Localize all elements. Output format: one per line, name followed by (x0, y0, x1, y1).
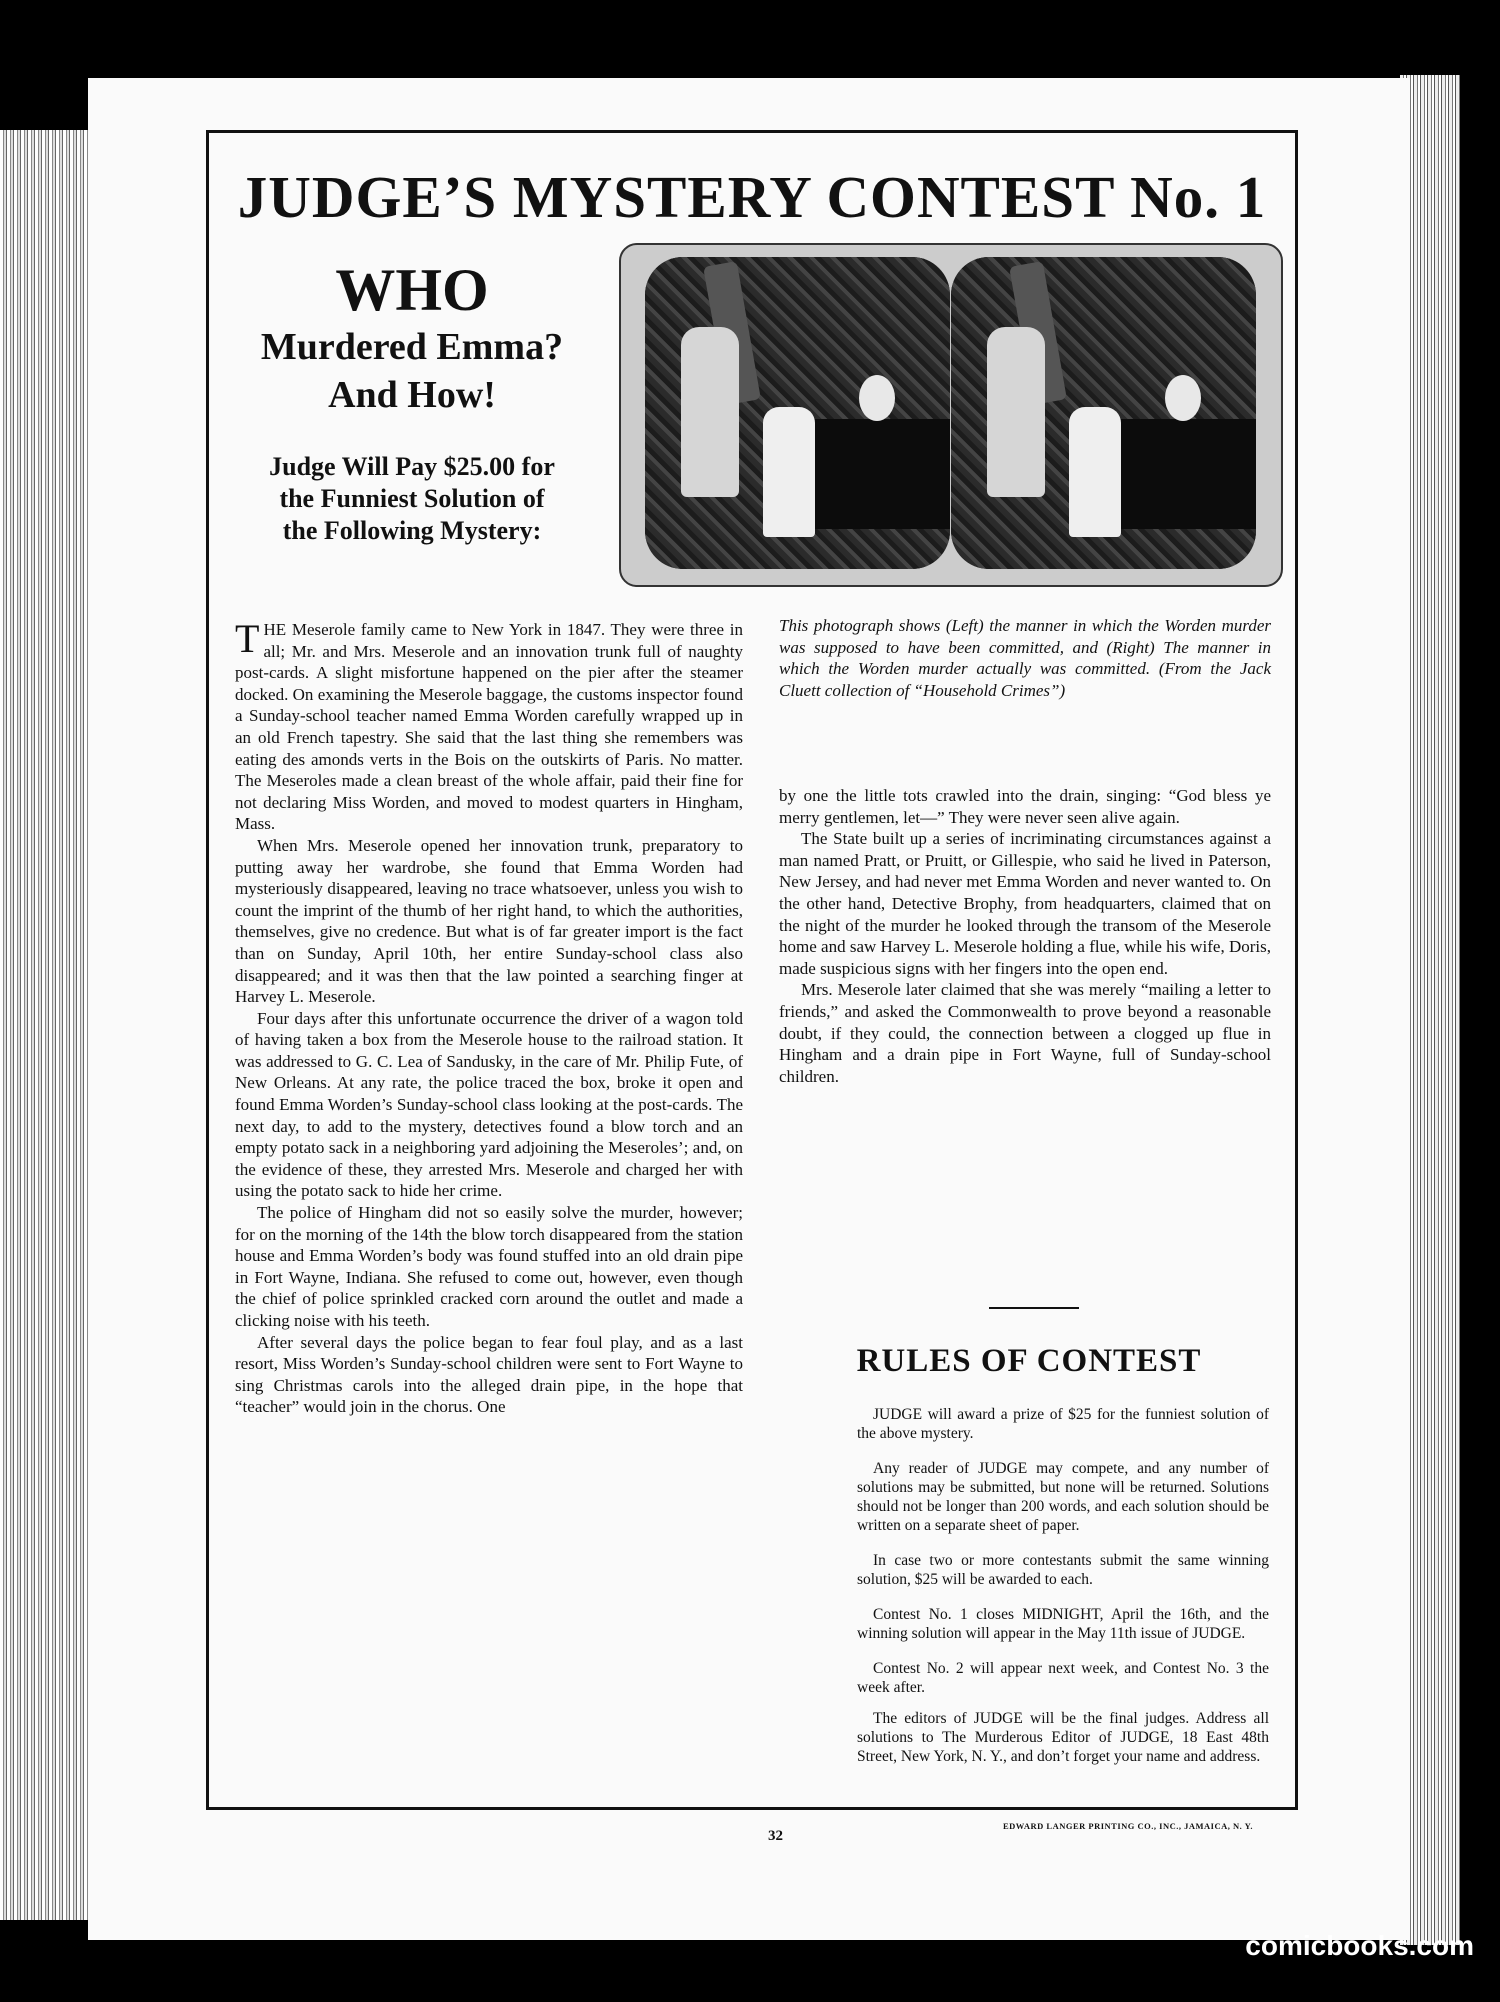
story-paragraph: Four days after this unfortunate occurrence the driver of a wagon told of having taken a box from the Meserole house to the railroad station. It was addressed to G. C. Lea of Sandusky, in the care of Mr. Philip Fute, of New Orleans. At any rate, the police traced the box, broke it open and found Emma Worden’s Sunday-school class looking at the post-cards. The next day, to add to the mystery, detectives found a blow torch and an empty potato sack in a neighboring yard adjoining the Meseroles’; and, on the evidence of these, they arrested Mrs. Meserole and charged her with using the potato sack to hide her crime. (235, 1008, 743, 1201)
watermark: comicbooks.com (1245, 1930, 1474, 1961)
rule-item: In case two or more contestants submit the same winning solution, $25 will be awarded to each. (857, 1552, 1269, 1588)
story-paragraph (235, 616, 743, 835)
rules-block (857, 1405, 1269, 1782)
stereo-photograph (619, 243, 1283, 587)
photo-caption: This photograph shows (Left) the manner in which the Worden murder was supposed to have been committed, and (Right) The manner in which the Worden murder actually was committed. (From the Jack Cluett collection of “Household Crimes”) (779, 616, 1271, 700)
story-column-left (235, 616, 743, 1418)
book-left-edge (0, 130, 100, 1920)
page-number: 32 (768, 1828, 783, 1844)
story-paragraph: Mrs. Meserole later claimed that she was merely “mailing a letter to friends,” and asked the Commonwealth to prove beyond a reasonable doubt, if they could, the connection between a clogged up flue in Hingham and a drain pipe in Fort Wayne, full of Sunday-school children. (779, 980, 1271, 1086)
prize-line2: the Funniest Solution of (279, 484, 545, 513)
headline-block (227, 257, 597, 547)
story-paragraph: The State built up a series of incriminating circumstances against a man named Pratt, or Pruitt, or Gillespie, who said he lived in Paterson, New Jersey, and had never met Emma Worden and never wanted to. On the other hand, Detective Brophy, from headquarters, claimed that on the night of the murder he looked through the transom of the Meserole home and saw Harvey L. Meserole holding a flue, while his wife, Doris, made suspicious signs with her fingers into the open end. (779, 829, 1271, 978)
subhead-line2: And How! (328, 374, 496, 416)
table-shape (800, 419, 950, 529)
photo-left-frame (645, 257, 950, 569)
story-paragraph: After several days the police began to fear foul play, and as a last resort, Miss Worden’s Sunday-school children were sent to Fort Wayne to sing Christmas carols into the alleged drain pipe, in the hope that “teacher” would join in the chorus. One (235, 1332, 743, 1417)
man-figure (681, 327, 739, 497)
page-title: JUDGE’S MYSTERY CONTEST No. 1 (237, 164, 1267, 230)
table-shape (1106, 419, 1256, 529)
story-paragraph: When Mrs. Meserole opened her innovation trunk, preparatory to putting away her wardrobe, she found that Emma Worden had mysteriously disappeared, leaving no trace whatsoever, unless you wish to count the imprint of the thumb of her right hand, to which the authorities, themselves, give no credence. But what is of far greater import is the fact than on Sunday, April 10th, her entire Sunday-school class also disappeared; and it was then that the law pointed a searching finger at Harvey L. Meserole. (235, 835, 743, 1007)
woman-figure (1069, 407, 1121, 537)
story-column-right (779, 785, 1271, 1087)
story-paragraph: by one the little tots crawled into the drain, singing: “God bless ye merry gentlemen, let—” They were never seen alive again. (779, 786, 1271, 827)
rule-item: Contest No. 2 will appear next week, and Contest No. 3 the week after. (857, 1660, 1269, 1696)
story-paragraph: The police of Hingham did not so easily solve the murder, however; for on the morning of the 14th the blow torch disappeared from the station house and Emma Worden’s body was found stuffed into an old drain pipe in Fort Wayne, Indiana. She refused to come out, however, even though the chief of police sprinkled cracked corn around the outlet and made a clicking noise with his teeth. (235, 1203, 743, 1330)
prize-line3: the Following Mystery: (282, 516, 542, 545)
prize-line1: Judge Will Pay $25.00 for (269, 452, 555, 481)
photo-right-frame (951, 257, 1256, 569)
vase-shape (859, 375, 895, 421)
page-border (206, 130, 1298, 1810)
rule-item: The editors of JUDGE will be the final judges. Address all solutions to The Murderous Editor of JUDGE, 18 East 48th Street, New York, N. Y., and don’t forget your name and address. (857, 1710, 1269, 1765)
story-paragraph-text: HE Meserole family came to New York in 1847. They were three in all; Mr. and Mrs. Meserole and an innovation trunk full of naughty post-cards. A slight misfortune happened on the pier after the steamer docked. On examining the Meserole baggage, the customs inspector found a Sunday-school teacher named Emma Worden carefully wrapped up in an old French tapestry. She said that the last thing she remembers was eating des amonds verts in the Bois on the outskirts of Paris. No matter. The Meseroles made a clean breast of the whole affair, paid their fine for not declaring Miss Worden, and moved to modest quarters in Hingham, Mass. (235, 620, 743, 834)
printer-credit: EDWARD LANGER PRINTING CO., INC., JAMAICA, N. Y. (1003, 1821, 1254, 1831)
rule-item: Any reader of JUDGE may compete, and any number of solutions may be submitted, but none will be returned. Solutions should not be longer than 200 words, and each solution should be written on a separate sheet of paper. (857, 1460, 1269, 1534)
magazine-page (88, 78, 1410, 1940)
vase-shape (1165, 375, 1201, 421)
prize-announcement (227, 451, 597, 547)
section-divider (989, 1307, 1079, 1309)
headline: WHO (335, 257, 489, 323)
subhead-line1: Murdered Emma? (260, 326, 564, 368)
man-figure (987, 327, 1045, 497)
rule-item: Contest No. 1 closes MIDNIGHT, April the 16th, and the winning solution will appear in the May 11th issue of JUDGE. (857, 1606, 1269, 1642)
woman-figure (763, 407, 815, 537)
rule-item: JUDGE will award a prize of $25 for the funniest solution of the above mystery. (857, 1406, 1269, 1442)
rules-title: RULES OF CONTEST (856, 1343, 1202, 1379)
drop-cap: T (235, 616, 260, 661)
